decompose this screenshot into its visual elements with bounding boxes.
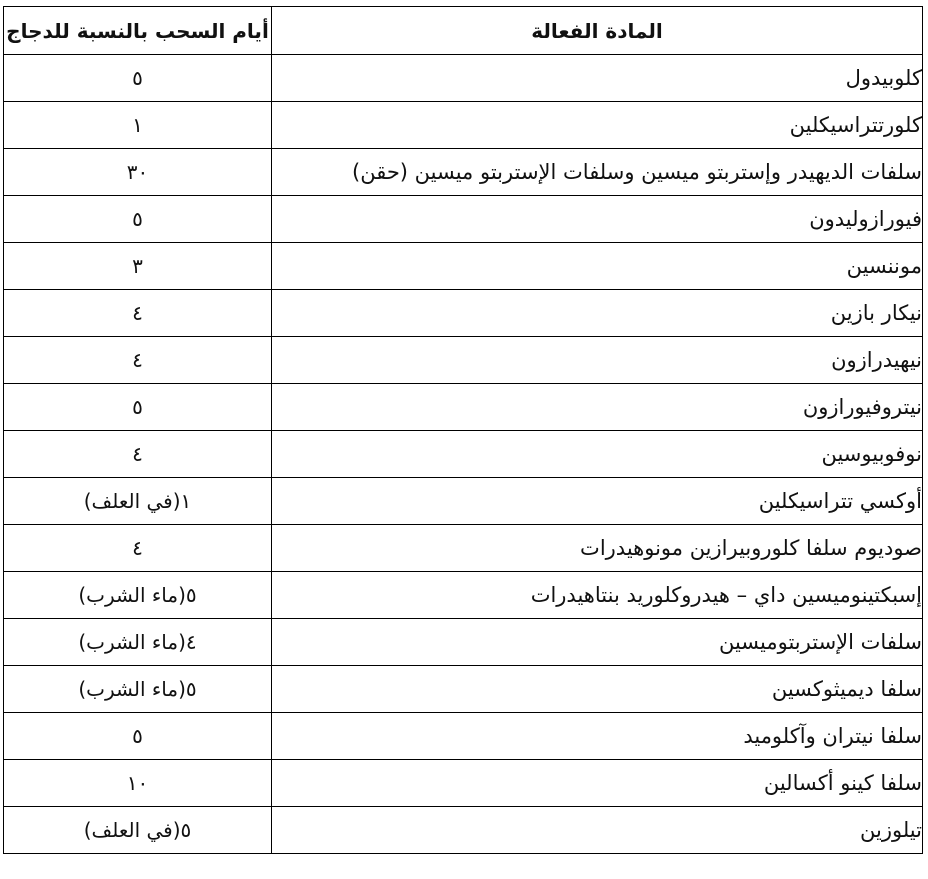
header-withdrawal-days: أيام السحب بالنسبة للدجاج (4, 7, 272, 55)
cell-days: ٣ (4, 243, 272, 290)
cell-days: ١ (4, 102, 272, 149)
table-row (4, 431, 923, 478)
table-row (4, 196, 923, 243)
table-row (4, 666, 923, 713)
cell-substance: سلفات الديهيدر وإستربتو ميسين وسلفات الإستربتو ميسين (حقن) (272, 149, 923, 196)
table-row (4, 572, 923, 619)
table-row (4, 619, 923, 666)
cell-days: ٥ (4, 384, 272, 431)
table-row (4, 337, 923, 384)
header-active-substance: المادة الفعالة (272, 7, 923, 55)
withdrawal-period-table (3, 6, 923, 854)
cell-substance: فيورازوليدون (272, 196, 923, 243)
cell-days: ٥ (4, 713, 272, 760)
cell-substance: موننسين (272, 243, 923, 290)
cell-substance: سلفا كينو أكسالين (272, 760, 923, 807)
table-row (4, 243, 923, 290)
table-row (4, 713, 923, 760)
table-row (4, 525, 923, 572)
cell-substance: أوكسي تتراسيكلين (272, 478, 923, 525)
cell-substance: كلورتتراسيكلين (272, 102, 923, 149)
table-row (4, 384, 923, 431)
cell-substance: نيكار بازين (272, 290, 923, 337)
table-row (4, 55, 923, 102)
cell-substance: سلفا ديميثوكسين (272, 666, 923, 713)
cell-days: ٤(ماء الشرب) (4, 619, 272, 666)
table-row (4, 760, 923, 807)
cell-days: ٥ (4, 55, 272, 102)
cell-days: ٥(في العلف) (4, 807, 272, 854)
cell-days: ١٠ (4, 760, 272, 807)
cell-days: ٤ (4, 290, 272, 337)
cell-days: ٥(ماء الشرب) (4, 572, 272, 619)
cell-substance: تيلوزين (272, 807, 923, 854)
table-row (4, 102, 923, 149)
cell-substance: سلفات الإستربتوميسين (272, 619, 923, 666)
cell-days: ٥ (4, 196, 272, 243)
cell-substance: سلفا نيتران وآكلوميد (272, 713, 923, 760)
cell-days: ٣٠ (4, 149, 272, 196)
table-header-row (4, 7, 923, 55)
cell-substance: نيتروفيورازون (272, 384, 923, 431)
cell-days: ٥(ماء الشرب) (4, 666, 272, 713)
cell-days: ٤ (4, 337, 272, 384)
cell-days: ١(في العلف) (4, 478, 272, 525)
cell-substance: كلوبيدول (272, 55, 923, 102)
table-body (4, 55, 923, 854)
cell-substance: إسبكتينوميسين داي – هيدروكلوريد بنتاهيدرات (272, 572, 923, 619)
cell-substance: صوديوم سلفا كلوروبيرازين مونوهيدرات (272, 525, 923, 572)
table-row (4, 149, 923, 196)
cell-substance: نيهيدرازون (272, 337, 923, 384)
cell-substance: نوفوبيوسين (272, 431, 923, 478)
cell-days: ٤ (4, 525, 272, 572)
table-row (4, 478, 923, 525)
cell-days: ٤ (4, 431, 272, 478)
table-row (4, 290, 923, 337)
table-row (4, 807, 923, 854)
